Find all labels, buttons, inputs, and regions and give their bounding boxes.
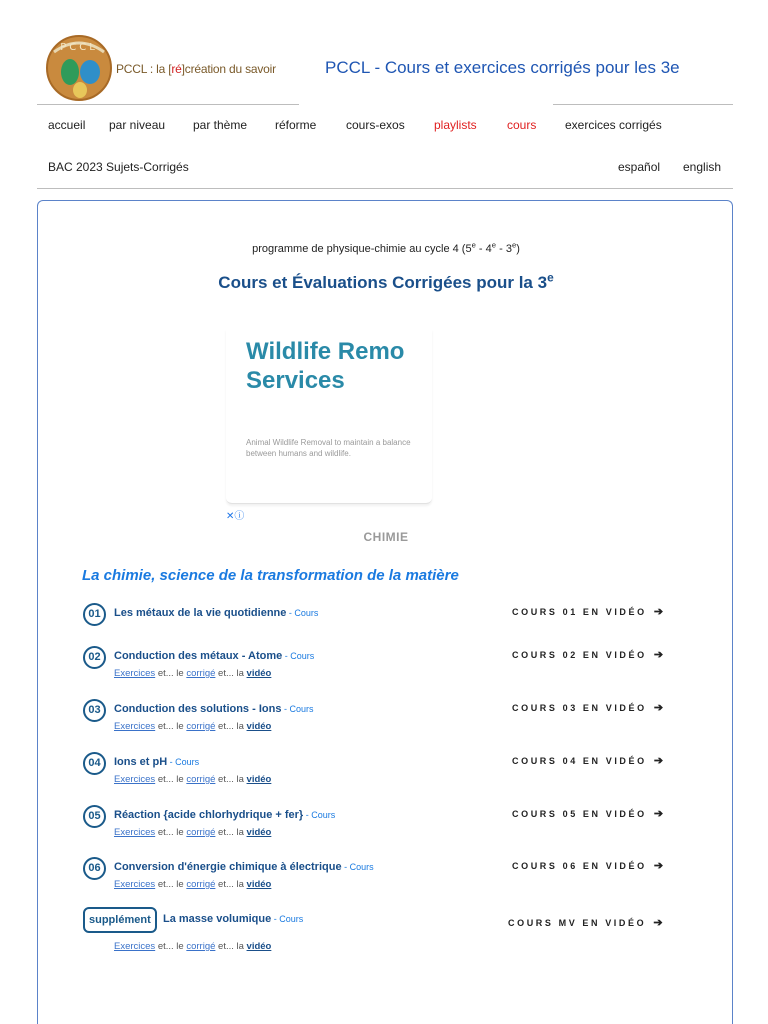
item-title[interactable]: Ions et pH - Cours bbox=[114, 756, 200, 768]
video-link[interactable]: vidéo bbox=[246, 668, 272, 679]
corrige-link[interactable]: corrigé bbox=[186, 827, 216, 838]
arrow-icon: ➔ bbox=[653, 755, 664, 767]
section-title: La chimie, science de la transformation de la matière bbox=[82, 567, 459, 584]
course-item bbox=[82, 805, 682, 849]
video-link[interactable]: vidéo bbox=[246, 879, 272, 890]
exercices-link[interactable]: Exercices bbox=[114, 668, 156, 679]
exercices-link[interactable]: Exercices bbox=[114, 721, 156, 732]
arrow-icon: ➔ bbox=[653, 808, 664, 820]
item-number: 03 bbox=[83, 699, 106, 722]
ad-body: Animal Wildlife Removal to maintain a balance between humans and wildlife. bbox=[246, 438, 411, 458]
item-number: 04 bbox=[83, 752, 106, 775]
section-label: CHIMIE bbox=[363, 530, 409, 544]
supplement-item bbox=[82, 914, 682, 958]
corrige-link[interactable]: corrigé bbox=[186, 879, 216, 890]
item-title[interactable]: Les métaux de la vie quotidienne - Cours bbox=[114, 607, 319, 619]
course-item bbox=[82, 699, 682, 743]
video-link[interactable]: vidéo bbox=[246, 941, 272, 952]
corrige-link[interactable]: corrigé bbox=[186, 941, 216, 952]
page-title: Cours et Évaluations Corrigées pour la 3e bbox=[218, 270, 554, 292]
item-title[interactable]: Conduction des solutions - Ions - Cours bbox=[114, 703, 314, 715]
nav-bac-2023[interactable]: BAC 2023 Sujets-Corrigés bbox=[48, 160, 189, 174]
arrow-icon: ➔ bbox=[653, 649, 664, 661]
arrow-icon: ➔ bbox=[653, 606, 664, 618]
item-title[interactable]: Conversion d'énergie chimique à électrique - Cours bbox=[114, 861, 374, 873]
video-button[interactable]: COURS 03 EN VIDÉO ➔ bbox=[512, 702, 664, 714]
pccl-logo[interactable] bbox=[44, 32, 114, 102]
advertisement[interactable] bbox=[226, 329, 432, 504]
corrige-link[interactable]: corrigé bbox=[186, 668, 216, 679]
item-links: Exercices et... le corrigé et... la vidéo bbox=[114, 668, 272, 679]
item-title[interactable]: Conduction des métaux - Atome - Cours bbox=[114, 650, 315, 662]
site-title[interactable]: PCCL - Cours et exercices corrigés pour les 3e bbox=[325, 58, 680, 77]
corrige-link[interactable]: corrigé bbox=[186, 774, 216, 785]
video-button[interactable]: COURS 02 EN VIDÉO ➔ bbox=[512, 649, 664, 661]
exercices-link[interactable]: Exercices bbox=[114, 774, 156, 785]
arrow-icon: ➔ bbox=[653, 917, 663, 929]
item-title[interactable]: Réaction {acide chlorhydrique + fer} - Cours bbox=[114, 809, 336, 821]
item-links: Exercices et... le corrigé et... la vidéo bbox=[114, 721, 272, 732]
item-links: Exercices et... le corrigé et... la vidéo bbox=[114, 879, 272, 890]
item-number: 02 bbox=[83, 646, 106, 669]
video-button[interactable]: COURS 04 EN VIDÉO ➔ bbox=[512, 755, 664, 767]
nav-cours-exos[interactable]: cours-exos bbox=[346, 118, 405, 132]
logo-letters: PCCL bbox=[60, 42, 98, 53]
content-panel bbox=[37, 200, 733, 1024]
item-number: 01 bbox=[83, 603, 106, 626]
arrow-icon: ➔ bbox=[653, 702, 664, 714]
site-header bbox=[0, 0, 768, 105]
program-subtitle: programme de physique-chimie au cycle 4 (5e - 4e - 3e) bbox=[252, 240, 520, 255]
item-title[interactable]: La masse volumique - Cours bbox=[163, 913, 304, 925]
nav-reforme[interactable]: réforme bbox=[275, 118, 317, 132]
site-tagline: PCCL : la [ré]création du savoir bbox=[116, 62, 276, 76]
course-item bbox=[82, 603, 682, 647]
video-button[interactable]: COURS MV EN VIDÉO ➔ bbox=[508, 917, 663, 929]
item-links: Exercices et... le corrigé et... la vidéo bbox=[114, 941, 272, 952]
video-button[interactable]: COURS 01 EN VIDÉO ➔ bbox=[512, 606, 664, 618]
nav-exercices-corriges[interactable]: exercices corrigés bbox=[565, 118, 662, 132]
corrige-link[interactable]: corrigé bbox=[186, 721, 216, 732]
secondary-nav bbox=[48, 160, 728, 180]
exercices-link[interactable]: Exercices bbox=[114, 879, 156, 890]
arrow-icon: ➔ bbox=[653, 860, 664, 872]
item-links: Exercices et... le corrigé et... la vidéo bbox=[114, 827, 272, 838]
ad-headline[interactable]: Wildlife Remo Services bbox=[246, 338, 405, 394]
course-item bbox=[82, 857, 682, 901]
exercices-link[interactable]: Exercices bbox=[114, 827, 156, 838]
video-link[interactable]: vidéo bbox=[246, 774, 272, 785]
nav-cours[interactable]: cours bbox=[507, 118, 537, 132]
ad-choices-icon[interactable]: ✕ⓘ bbox=[226, 511, 245, 522]
item-number: 05 bbox=[83, 805, 106, 828]
supplement-badge: supplément bbox=[83, 907, 157, 933]
nav-par-theme[interactable]: par thème bbox=[193, 118, 248, 132]
item-links: Exercices et... le corrigé et... la vidéo bbox=[114, 774, 272, 785]
nav-par-niveau[interactable]: par niveau bbox=[109, 118, 166, 132]
header-divider-right bbox=[553, 104, 733, 105]
video-link[interactable]: vidéo bbox=[246, 721, 272, 732]
header-divider-left bbox=[37, 104, 299, 105]
main-nav bbox=[48, 118, 728, 138]
nav-playlists[interactable]: playlists bbox=[434, 118, 477, 132]
video-link[interactable]: vidéo bbox=[246, 827, 272, 838]
video-button[interactable]: COURS 06 EN VIDÉO ➔ bbox=[512, 860, 664, 872]
nav-divider bbox=[37, 188, 733, 189]
course-item bbox=[82, 752, 682, 796]
item-number: 06 bbox=[83, 857, 106, 880]
course-item bbox=[82, 646, 682, 690]
video-button[interactable]: COURS 05 EN VIDÉO ➔ bbox=[512, 808, 664, 820]
nav-accueil[interactable]: accueil bbox=[48, 118, 86, 132]
nav-espanol[interactable]: español bbox=[618, 160, 661, 174]
nav-english[interactable]: english bbox=[683, 160, 722, 174]
exercices-link[interactable]: Exercices bbox=[114, 941, 156, 952]
